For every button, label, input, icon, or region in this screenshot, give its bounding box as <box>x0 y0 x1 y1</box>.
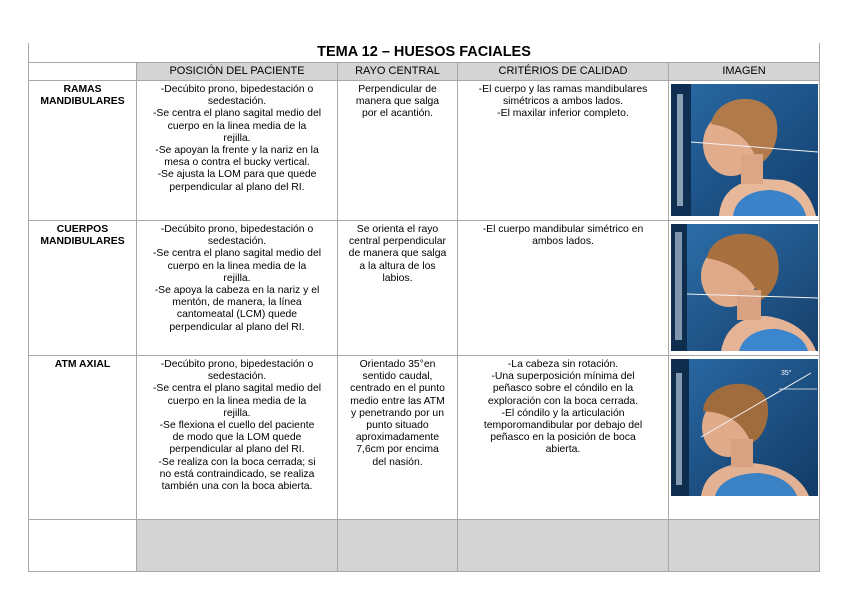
row-label: RAMAS MANDIBULARES <box>29 81 137 221</box>
header-image: IMAGEN <box>669 63 820 81</box>
criteria-cell: -El cuerpo mandibular simétrico en ambos lados. <box>458 221 669 356</box>
empty-cell <box>338 520 458 572</box>
ray-cell: Perpendicular de manera que salga por el acantión. <box>338 81 458 221</box>
image-cell <box>669 356 820 520</box>
patient-photo-cuerpos <box>671 224 818 351</box>
facial-bones-table <box>28 43 820 572</box>
header-blank <box>29 63 137 81</box>
criteria-cell: -El cuerpo y las ramas mandibulares simétricos a ambos lados. -El maxilar inferior completo. <box>458 81 669 221</box>
header-ray: RAYO CENTRAL <box>338 63 458 81</box>
row-label: CUERPOS MANDIBULARES <box>29 221 137 356</box>
table-row <box>29 81 820 221</box>
position-cell: -Decúbito prono, bipedestación o sedestación. -Se centra el plano sagital medio del cuerpo en la linea media de la rejilla. -Se apoyan la frente y la nariz en la mesa o contra el bucky vertical. -Se ajusta la LOM para que quede perpendicular al plano del RI. <box>137 81 338 221</box>
table-title: TEMA 12 – HUESOS FACIALES <box>29 43 820 63</box>
empty-cell <box>29 520 137 572</box>
header-criteria: CRITÉRIOS DE CALIDAD <box>458 63 669 81</box>
empty-cell <box>669 520 820 572</box>
patient-photo-atm <box>671 359 818 496</box>
title-row <box>29 43 820 63</box>
patient-photo-ramas <box>671 84 818 216</box>
ray-cell: Se orienta el rayo central perpendicular de manera que salga a la altura de los labios. <box>338 221 458 356</box>
empty-cell <box>458 520 669 572</box>
empty-row <box>29 520 820 572</box>
table-row <box>29 356 820 520</box>
row-label: ATM AXIAL <box>29 356 137 520</box>
ray-cell: Orientado 35°en sentido caudal, centrado en el punto medio entre las ATM y penetrando por un punto situado aproximadamente 7,6cm por encima del nasión. <box>338 356 458 520</box>
image-cell <box>669 81 820 221</box>
header-row <box>29 63 820 81</box>
header-position: POSICIÓN DEL PACIENTE <box>137 63 338 81</box>
image-cell <box>669 221 820 356</box>
position-cell: -Decúbito prono, bipedestación o sedestación. -Se centra el plano sagital medio del cuerpo en la linea media de la rejilla. -Se flexiona el cuello del paciente de modo que la LOM quede perpendicular al plano del RI. -Se realiza con la boca cerrada; si no está contraindicado, se realiza también una con la boca abierta. <box>137 356 338 520</box>
empty-cell <box>137 520 338 572</box>
angle-label: 35° <box>780 370 792 377</box>
table-row <box>29 221 820 356</box>
criteria-cell: -La cabeza sin rotación. -Una superposición mínima del peñasco sobre el cóndilo en la exploración con la boca cerrada. -El cóndilo y la articulación temporomandibular por debajo del peñasco en la posición de boca abierta. <box>458 356 669 520</box>
position-cell: -Decúbito prono, bipedestación o sedestación. -Se centra el plano sagital medio del cuerpo en la linea media de la rejilla. -Se apoya la cabeza en la nariz y el mentón, de manera, la línea cantomeatal (LCM) quede perpendicular al plano del RI. <box>137 221 338 356</box>
